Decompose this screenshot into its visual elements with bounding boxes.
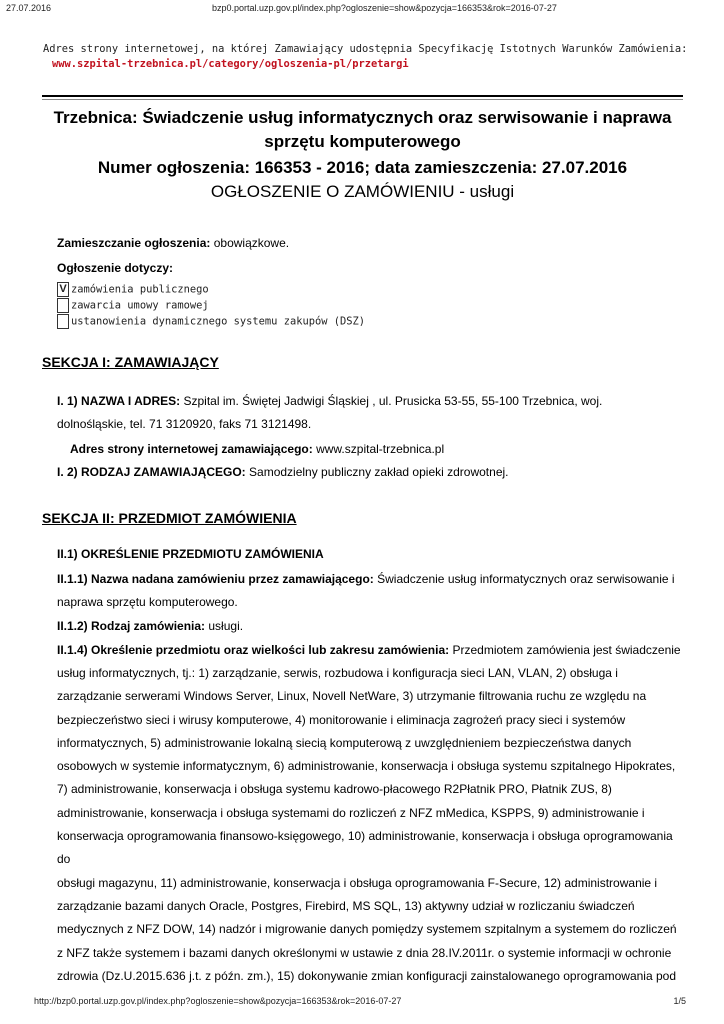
contracting-www-row xyxy=(70,438,444,461)
section-2-heading: SEKCJA II: PRZEDMIOT ZAMÓWIENIA xyxy=(42,510,297,526)
concerns-label: Ogłoszenie dotyczy: xyxy=(57,261,174,275)
contracting-name-row xyxy=(57,390,602,413)
option-row xyxy=(57,298,209,313)
option-label: zamówienia publicznego xyxy=(71,283,209,296)
contracting-kind-row xyxy=(57,461,509,484)
scope-line: administrowanie, konserwacja i obsługa systemami do rozliczeń z NFZ mMedica, KSPPS, 9) administrowanie i xyxy=(57,805,645,820)
checkbox-empty xyxy=(57,314,69,329)
scope-line: zdrowia (Dz.U.2015.636 j.t. z późn. zm.), 15) dokonywanie zmian konfiguracji zainstalowanego oprogramowania pod xyxy=(57,968,676,983)
scope-line: informatycznych, 5) administrowanie lokalną siecią komputerową z uwzględnieniem bezpieczeństwa danych xyxy=(57,735,632,750)
scope-line: osobowych w systemie informatycznym, 6) administrowanie, konserwacja i obsługa systemu szpitalnego Hipokrates, xyxy=(57,759,676,774)
contracting-www-label: Adres strony internetowej zamawiającego: xyxy=(70,442,313,456)
order-scope-body xyxy=(57,662,687,988)
checkbox-empty xyxy=(57,298,69,313)
order-name-value: Świadczenie usług informatycznych oraz serwisowanie i xyxy=(377,572,675,586)
contracting-kind-label: I. 2) RODZAJ ZAMAWIAJĄCEGO: xyxy=(57,465,246,479)
notice-type: OGŁOSZENIE O ZAMÓWIENIU - usługi xyxy=(210,182,515,201)
contracting-name-cont: dolnośląskie, tel. 71 3120920, faks 71 3121498. xyxy=(57,417,312,431)
option-label: ustanowienia dynamicznego systemu zakupów (DSZ) xyxy=(71,315,366,328)
contracting-kind-value: Samodzielny publiczny zakład opieki zdrowotnej. xyxy=(249,465,509,479)
scope-line: zarządzanie serwerami Windows Server, Linux, Novell NetWare, 3) utrzymanie filtrowania ruchu ze względu na xyxy=(57,689,647,704)
divider xyxy=(42,95,683,97)
scope-line: z NFZ także systemem i bazami danych określonymi w ustawie z dnia 28.IV.2011r. o systemie informacji w ochronie xyxy=(57,945,672,960)
notice-title-cont: sprzętu komputerowego xyxy=(264,132,461,151)
notice-number: Numer ogłoszenia: 166353 - 2016; data zamieszczenia: 27.07.2016 xyxy=(97,158,628,177)
placement-row xyxy=(57,232,289,255)
order-name-label: II.1.1) Nazwa nadana zamówieniu przez zamawiającego: xyxy=(57,572,374,586)
placement-label: Zamieszczanie ogłoszenia: xyxy=(57,236,211,250)
order-type-label: II.1.2) Rodzaj zamówienia: xyxy=(57,619,206,633)
order-name-cont: naprawa sprzętu komputerowego. xyxy=(57,595,238,609)
order-scope-first: Przedmiotem zamówienia jest świadczenie xyxy=(452,643,681,657)
notice-title: Trzebnica: Świadczenie usług informatycznych oraz serwisowanie i naprawa xyxy=(53,108,672,127)
section-1-heading: SEKCJA I: ZAMAWIAJĄCY xyxy=(42,354,219,370)
notice-title-block xyxy=(42,106,683,204)
subject-sub-heading: II.1) OKREŚLENIE PRZEDMIOTU ZAMÓWIENIA xyxy=(57,547,324,561)
page-number: 1/5 xyxy=(673,996,686,1006)
siwz-link[interactable]: www.szpital-trzebnica.pl/category/ogloszenia-pl/przetargi xyxy=(52,58,409,70)
scope-line: 7) administrowanie, konserwacja i obsługa systemu kadrowo-płacowego R2Płatnik PRO, Płatnik ZUS, 8) xyxy=(57,782,612,797)
contracting-www-value[interactable]: www.szpital-trzebnica.pl xyxy=(316,442,445,456)
order-scope-row xyxy=(57,639,681,662)
scope-line: bezpieczeństwo sieci i wirusy komputerowe, 4) monitorowanie i eliminacja zagrożeń pracy sieci i systemów xyxy=(57,712,626,727)
option-label: zawarcia umowy ramowej xyxy=(71,299,209,312)
footer-url: http://bzp0.portal.uzp.gov.pl/index.php?ogloszenie=show&pozycja=166353&rok=2016-07-27 xyxy=(34,996,402,1006)
siwz-intro-text: Adres strony internetowej, na której Zamawiający udostępnia Specyfikację Istotnych Warunków Zamówienia: xyxy=(43,43,688,55)
contracting-name-label: I. 1) NAZWA I ADRES: xyxy=(57,394,181,408)
option-row xyxy=(57,314,365,329)
scope-line: obsługi magazynu, 11) administrowanie, konserwacja i obsługa oprogramowania F-Secure, 12) administrowanie i xyxy=(57,875,658,890)
order-scope-label: II.1.4) Określenie przedmiotu oraz wielkości lub zakresu zamówienia: xyxy=(57,643,450,657)
order-type-row xyxy=(57,615,243,638)
scope-line: konserwacja oprogramowania finansowo-księgowego, 10) administrowanie, konserwacja i obsługa oprogramowania do xyxy=(57,829,673,867)
scope-line: medycznych z NFZ DOW, 14) nadzór i migrowanie danych pomiędzy systemem szpitalnym a systemem do rozliczeń xyxy=(57,922,677,937)
contracting-name-value: Szpital im. Świętej Jadwigi Śląskiej , ul. Prusicka 53-55, 55-100 Trzebnica, woj. xyxy=(183,394,603,408)
option-row xyxy=(57,282,209,297)
print-date: 27.07.2016 xyxy=(6,3,52,13)
placement-value: obowiązkowe. xyxy=(213,236,290,250)
divider xyxy=(42,99,683,100)
order-name-row xyxy=(57,568,675,591)
scope-line: usług informatycznych, tj.: 1) zarządzanie, serwis, rozbudowa i konfiguracja sieci LAN, VLAN, 2) obsługa i xyxy=(57,666,618,680)
print-url: bzp0.portal.uzp.gov.pl/index.php?ogloszenie=show&pozycja=166353&rok=2016-07-27 xyxy=(212,3,557,13)
order-type-value: usługi. xyxy=(208,619,244,633)
checkbox-checked: V xyxy=(57,282,69,297)
scope-line: zarządzanie bazami danych Oracle, Postgres, Firebird, MS SQL, 13) aktywny udział w rozliczaniu świadczeń xyxy=(57,898,635,913)
